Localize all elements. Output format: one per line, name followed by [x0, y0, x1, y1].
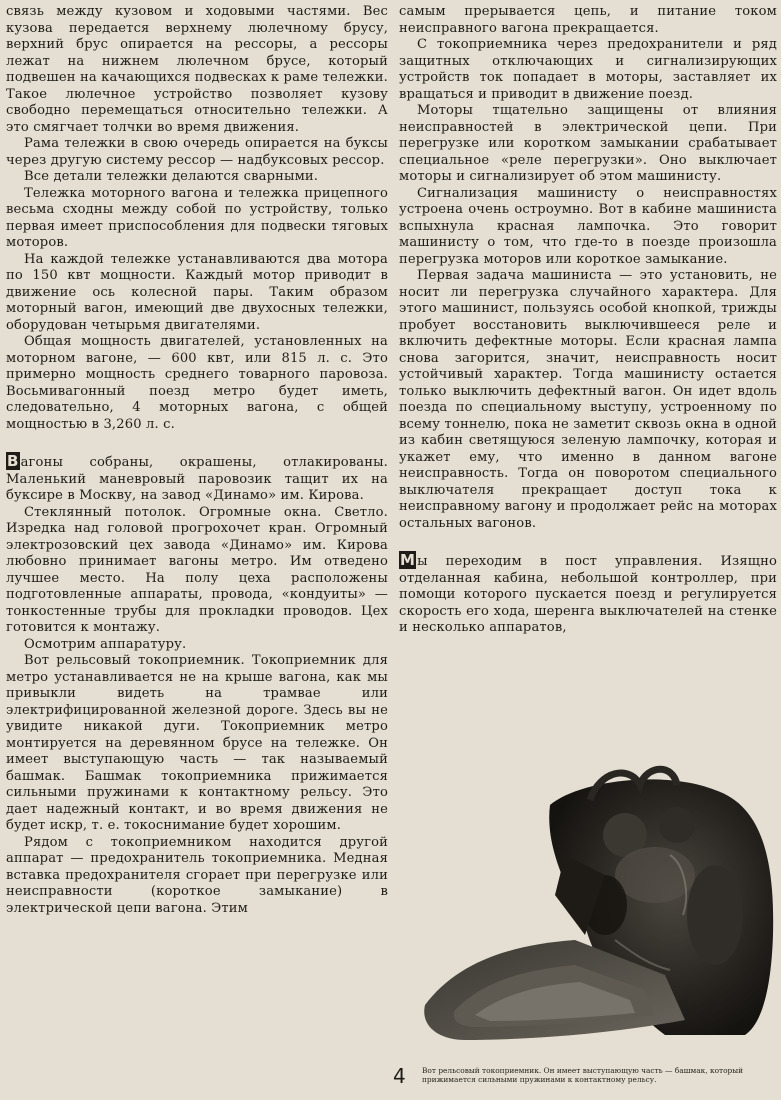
- page-number: 4: [393, 1064, 406, 1088]
- section-lead-text: агоны собраны, окрашены, отлакированы. Маленький маневровый паровозик тащит их на буксире в Москву, на завод «Динамо» им. Кирова.: [6, 455, 388, 503]
- section-lead-paragraph: [6, 453, 388, 505]
- section-lead-text: ы переходим в пост управления. Изящно отделанная кабина, небольшой контроллер, при помощи которого пускается поезд и регулируется скорость его хода, шеренга выключателей на стенке и несколько аппаратов,: [399, 554, 777, 635]
- paragraph: Вот рельсовый токоприемник. Токоприемник для метро устанавливается не на крыше вагона, как мы привыкли видеть на трамвае или электрифицированной железной дороге. Здесь вы не увидите никакой дуги. Токоприемник метро монтируется на деревянном брусе на тележке. Он имеет выступающую часть — так называемый башмак. Башмак токоприемника прижимается сильными пружинами к контактному рельсу. Это дает надежный контакт, и во время движения не будет искр, т. е. токоснимание будет хорошим.: [6, 653, 388, 833]
- right-column: [399, 4, 777, 637]
- paragraph: С токоприемника через предохранители и ряд защитных отключающих и сигнализирующих устройств ток попадает в моторы, заставляет их вращаться и приводит в движение поезд.: [399, 37, 777, 102]
- paragraph: Общая мощность двигателей, установленных на моторном вагоне, — 600 квт, или 815 л. с. Это примерно мощность среднего товарного паровоза. Восьмивагонный поезд метро будет иметь, следовательно, 4 моторных вагона, с общей мощностью в 3,260 л. с.: [6, 334, 388, 432]
- paragraph: Осмотрим аппаратуру.: [24, 636, 187, 652]
- left-column: [6, 4, 388, 917]
- paragraph: Рама тележки в свою очередь опирается на буксы через другую систему рессор — надбуксовых рессор.: [6, 136, 388, 168]
- paragraph: связь между кузовом и ходовыми частями. Вес кузова передается верхнему люлечному брусу, верхний брус опирается на рессоры, а рессоры лежат на нижнем люлечном брусе, который подвешен на качающихся подвесках к раме тележки. Такое люлечное устройство позволяет кузову свободно перемещаться относительно тележки. А это смягчает толчки во время движения.: [6, 4, 388, 135]
- paragraph: Стеклянный потолок. Огромные окна. Светло. Изредка над головой прогрохочет кран. Огромный электрозовский цех завода «Динамо» им. Кирова любовно принимает вагоны метро. Им отведено лучшее место. На полу цеха расположены подготовленные аппараты, провода, «кондуиты» — тонкостенные трубы для прокладки проводов. Цех готовится к монтажу.: [6, 504, 388, 635]
- paragraph: Рядом с токоприемником находится другой аппарат — предохранитель токоприемника. Медная вставка предохранителя сгорает при перегрузке или неисправности (короткое замыкание) в электрической цепи вагона. Этим: [6, 834, 388, 916]
- section-lead-paragraph: [399, 552, 777, 637]
- figure-caption: Вот рельсовый токоприемник. Он имеет выступающую часть — башмак, который прижимается сильными пружинами к контактному рельсу.: [422, 1066, 744, 1084]
- paragraph: Моторы тщательно защищены от влияния неисправностей в электрической цепи. При перегрузке или коротком замыкании срабатывает специальное «реле перегрузки». Оно выключает моторы и сигнализирует об этом машинисту.: [399, 103, 777, 184]
- paragraph: Сигнализация машинисту о неисправностях устроена очень остроумно. Вот в кабине машиниста вспыхнула красная лампочка. Это говорит машинисту о том, что где-то в поезде произошла перегрузка моторов или короткое замыкание.: [399, 185, 777, 267]
- paragraph: самым прерывается цепь, и питание током неисправного вагона прекращается.: [399, 4, 777, 36]
- current-collector-photo: [415, 765, 781, 1065]
- paragraph: Все детали тележки делаются сварными.: [24, 169, 319, 184]
- paragraph: Первая задача машиниста — это установить, не носит ли перегрузка случайного характера. Для этого машинист, пользуясь особой кнопкой, трижды пробует восстановить выключившееся реле и включить дефектные моторы. Если красная лампа снова загорится, значит, неисправность носит устойчивый характер. Тогда машинисту остается только выключить дефектный вагон. Он идет вдоль поезда по специальному выступу, устроенному по всему тоннелю, пока не заметит сквозь окна в одной из кабин светящуюся зеленую лампочку, которая и укажет ему, что именно в данном вагоне неисправность. Тогда он поворотом специального выключателя прекращает доступ тока к неисправному вагону и продолжает рейс на моторах остальных вагонов.: [399, 268, 777, 531]
- drop-cap: В: [7, 452, 19, 470]
- paragraph: Тележка моторного вагона и тележка прицепного весьма сходны между собой по устройству, только первая имеет приспособления для подвески тяговых моторов.: [6, 185, 388, 250]
- drop-cap: М: [400, 551, 416, 569]
- paragraph: На каждой тележке устанавливаются два мотора по 150 квт мощности. Каждый мотор приводит в движение ось колесной пары. Таким образом моторный вагон, имеющий две двухосных тележки, оборудован четырьмя двигателями.: [6, 251, 388, 333]
